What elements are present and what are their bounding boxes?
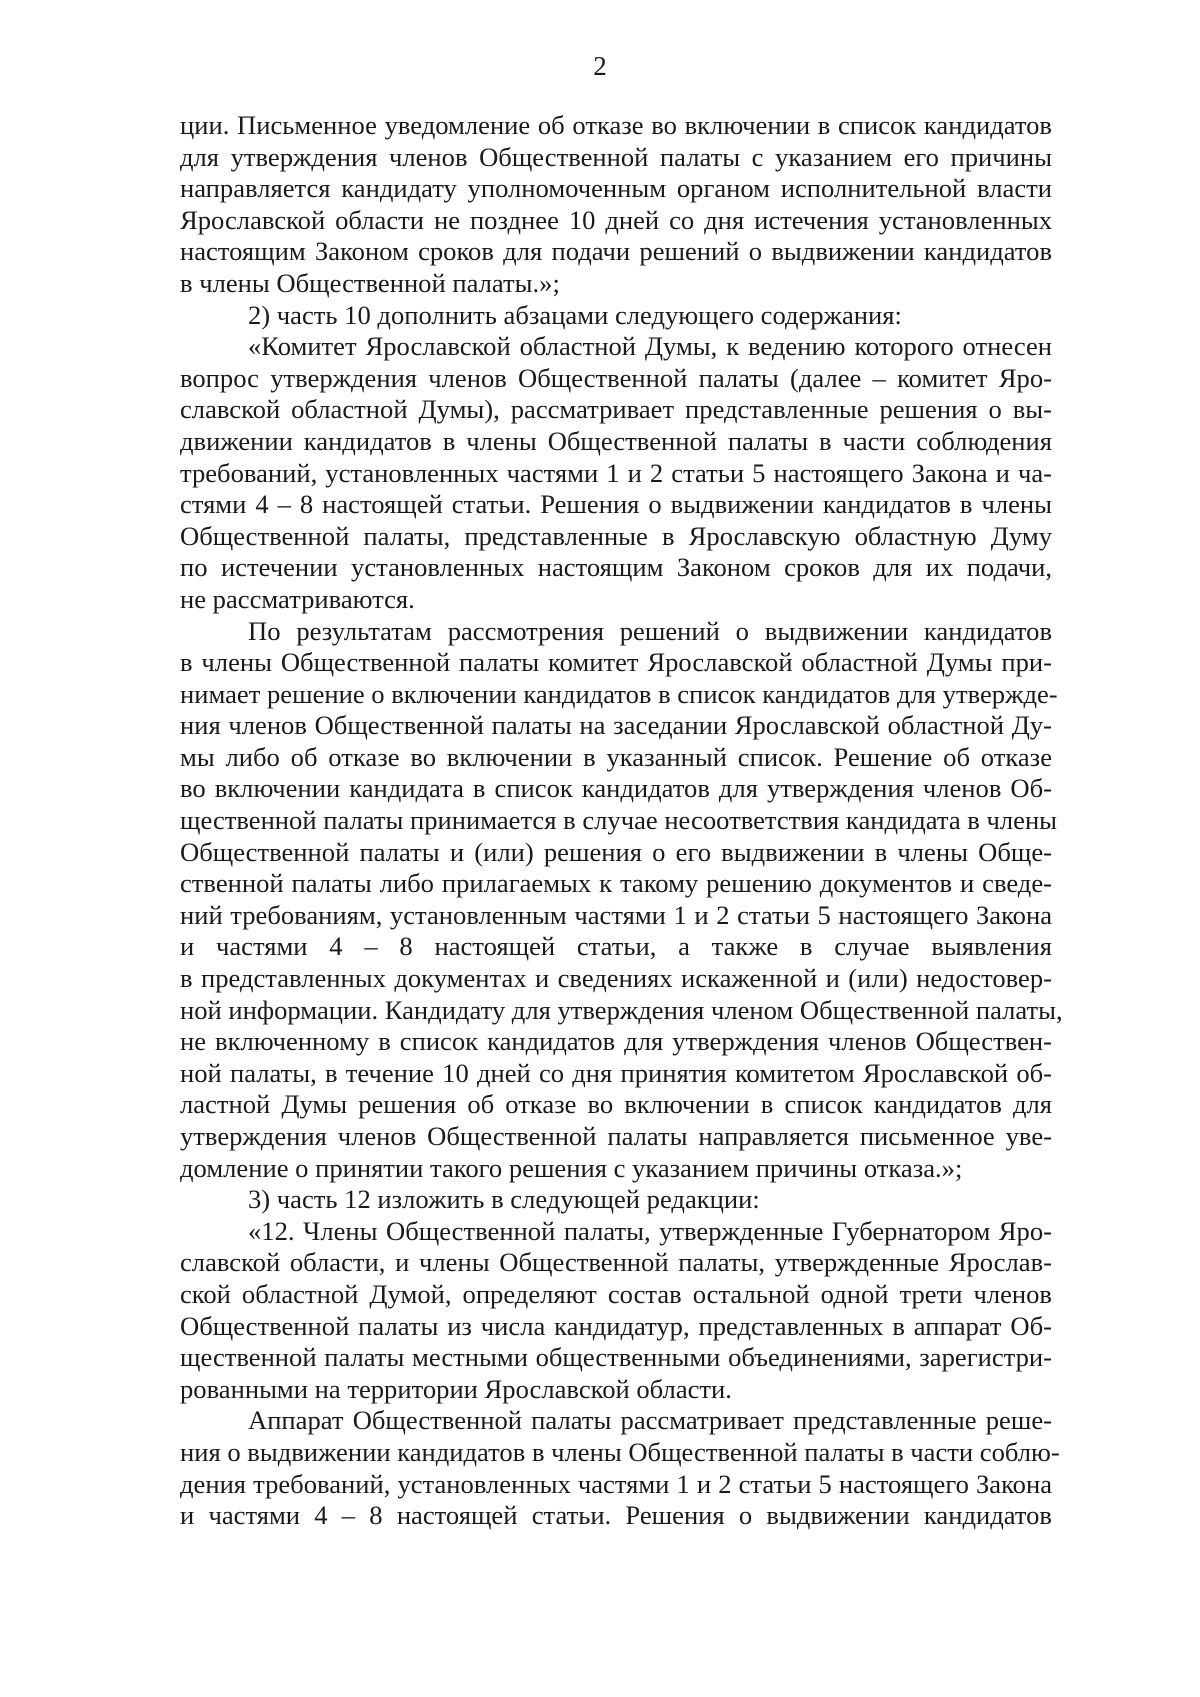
text-line: домление о принятии такого решения с указанием причины отказа.»; xyxy=(180,1152,963,1183)
text-line: рованными на территории Ярославской области. xyxy=(180,1373,732,1404)
text-line: ции. Письменное уведомление об отказе во включении в список кандидатов xyxy=(180,110,1052,140)
text-line: Аппарат Общественной палаты рассматривает представленные реше- xyxy=(248,1405,1052,1436)
document-body xyxy=(180,110,1063,1532)
text-line: Ярославской области не позднее 10 дней со дня истечения установленных xyxy=(180,204,1052,235)
text-line: не рассматриваются. xyxy=(180,583,415,614)
text-line: для утверждения членов Общественной палаты с указанием его причины xyxy=(180,141,1052,172)
text-line: «12. Члены Общественной палаты, утвержденные Губернатором Яро- xyxy=(248,1215,1052,1246)
text-line: По результатам рассмотрения решений о выдвижении кандидатов xyxy=(248,615,1052,646)
text-line: 2) часть 10 дополнить абзацами следующего содержания: xyxy=(248,299,902,330)
text-line: во включении кандидата в список кандидатов для утверждения членов Об- xyxy=(180,773,1052,804)
text-line: 3) часть 12 изложить в следующей редакции: xyxy=(248,1184,760,1215)
text-line: движении кандидатов в члены Общественной палаты в части соблюдения xyxy=(180,425,1052,456)
text-line: славской областной Думы), рассматривает представленные решения о вы- xyxy=(180,394,1052,425)
page-number: 2 xyxy=(593,51,607,81)
text-line: утверждения членов Общественной палаты направляется письменное уве- xyxy=(180,1121,1052,1151)
text-line: ластной Думы решения об отказе во включении в список кандидатов для xyxy=(180,1089,1052,1120)
text-line: требований, установленных частями 1 и 2 статьи 5 настоящего Закона и ча- xyxy=(180,457,1052,488)
text-line: славской области, и члены Общественной палаты, утвержденные Ярослав- xyxy=(180,1247,1052,1278)
text-line: щественной палаты принимается в случае несоответствия кандидата в члены xyxy=(180,805,1058,836)
text-line: вопрос утверждения членов Общественной палаты (далее – комитет Яро- xyxy=(180,362,1052,393)
text-line: Общественной палаты из числа кандидатур, представленных в аппарат Об- xyxy=(180,1310,1052,1341)
text-line: щественной палаты местными общественными объединениями, зарегистри- xyxy=(180,1342,1052,1373)
text-line: Общественной палаты и (или) решения о его выдвижении в члены Обще- xyxy=(180,836,1052,867)
text-line: мы либо об отказе во включении в указанный список. Решение об отказе xyxy=(180,741,1052,772)
text-line: и частями 4 – 8 настоящей статьи. Решения о выдвижении кандидатов xyxy=(180,1500,1052,1531)
text-line: по истечении установленных настоящим Законом сроков для их подачи, xyxy=(180,552,1052,583)
text-line: Общественной палаты, представленные в Ярославскую областную Думу xyxy=(180,520,1052,551)
text-line: не включенному в список кандидатов для утверждения членов Обществен- xyxy=(180,1026,1052,1057)
text-line: нимает решение о включении кандидатов в список кандидатов для утвержде- xyxy=(180,678,1058,709)
text-line: ния о выдвижении кандидатов в члены Общественной палаты в части соблю- xyxy=(180,1436,1060,1467)
text-line: в представленных документах и сведениях искаженной и (или) недостовер- xyxy=(180,963,1052,994)
text-line: «Комитет Ярославской областной Думы, к ведению которого отнесен xyxy=(248,331,1052,362)
text-line: ной палаты, в течение 10 дней со дня принятия комитетом Ярославской об- xyxy=(180,1057,1052,1088)
text-line: ственной палаты либо прилагаемых к такому решению документов и сведе- xyxy=(180,868,1052,899)
text-line: стями 4 – 8 настоящей статьи. Решения о выдвижении кандидатов в члены xyxy=(180,489,1052,520)
text-line: ной информации. Кандидату для утверждения членом Общественной палаты, xyxy=(180,994,1063,1025)
text-line: ния членов Общественной палаты на заседании Ярославской областной Ду- xyxy=(180,710,1052,741)
text-line: в члены Общественной палаты комитет Ярославской областной Думы при- xyxy=(180,647,1052,678)
text-line: в члены Общественной палаты.»; xyxy=(180,267,560,298)
text-line: ний требованиям, установленным частями 1 и 2 статьи 5 настоящего Закона xyxy=(180,899,1052,930)
text-line: дения требований, установленных частями 1 и 2 статьи 5 настоящего Закона xyxy=(180,1468,1052,1499)
text-line: ской областной Думой, определяют состав остальной одной трети членов xyxy=(180,1278,1052,1309)
text-line: и частями 4 – 8 настоящей статьи, а также в случае выявления xyxy=(180,931,1052,962)
text-line: настоящим Законом сроков для подачи решений о выдвижении кандидатов xyxy=(180,236,1052,267)
text-line: направляется кандидату уполномоченным органом исполнительной власти xyxy=(180,173,1052,204)
